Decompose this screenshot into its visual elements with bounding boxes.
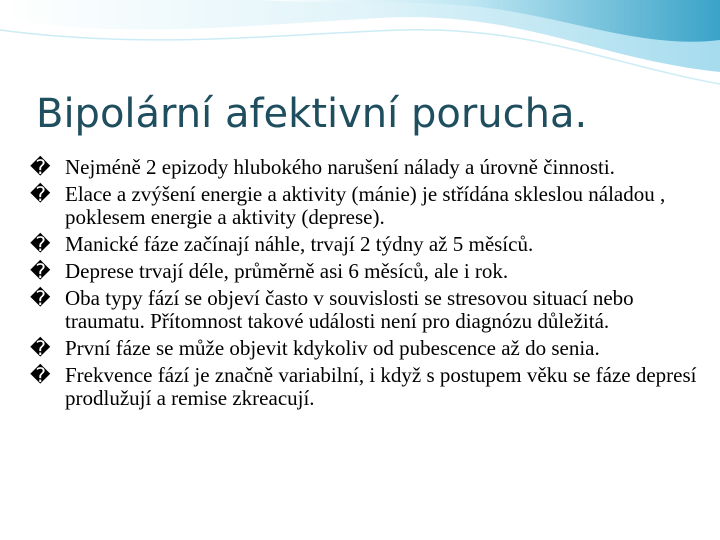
bullet-marker-icon: � bbox=[30, 336, 51, 360]
bullet-marker-icon: � bbox=[30, 182, 51, 206]
bullet-marker-icon: � bbox=[30, 363, 51, 387]
bullet-text: Deprese trvají déle, průměrně asi 6 měsíců, ale i rok. bbox=[65, 259, 509, 283]
bullet-item bbox=[30, 183, 700, 229]
bullet-item bbox=[30, 364, 700, 410]
bullet-item bbox=[30, 156, 700, 179]
bullet-text: Oba typy fází se objeví často v souvislosti se stresovou situací nebo traumatu. Přítomnost takové události není pro diagnózu důležitá. bbox=[65, 286, 634, 333]
header-wave-decoration bbox=[0, 0, 720, 90]
bullet-item bbox=[30, 287, 700, 333]
bullet-text: Nejméně 2 epizody hlubokého narušení nálady a úrovně činnosti. bbox=[65, 155, 615, 179]
slide-title: Bipolární afektivní porucha. bbox=[36, 91, 588, 137]
bullet-marker-icon: � bbox=[30, 155, 51, 179]
bullet-marker-icon: � bbox=[30, 286, 51, 310]
bullet-text: Elace a zvýšení energie a aktivity (mánie) je střídána skleslou náladou , poklesem energie a aktivity (deprese). bbox=[65, 182, 666, 229]
bullet-item bbox=[30, 233, 700, 256]
bullet-item bbox=[30, 337, 700, 360]
bullet-list bbox=[30, 156, 700, 414]
bullet-text: Frekvence fází je značně variabilní, i když s postupem věku se fáze depresí prodlužují a remise zkreacují. bbox=[65, 363, 697, 410]
bullet-text: Manické fáze začínají náhle, trvají 2 týdny až 5 měsíců. bbox=[65, 232, 534, 256]
bullet-text: První fáze se může objevit kdykoliv od pubescence až do senia. bbox=[65, 336, 600, 360]
bullet-marker-icon: � bbox=[30, 259, 51, 283]
bullet-marker-icon: � bbox=[30, 232, 51, 256]
bullet-item bbox=[30, 260, 700, 283]
